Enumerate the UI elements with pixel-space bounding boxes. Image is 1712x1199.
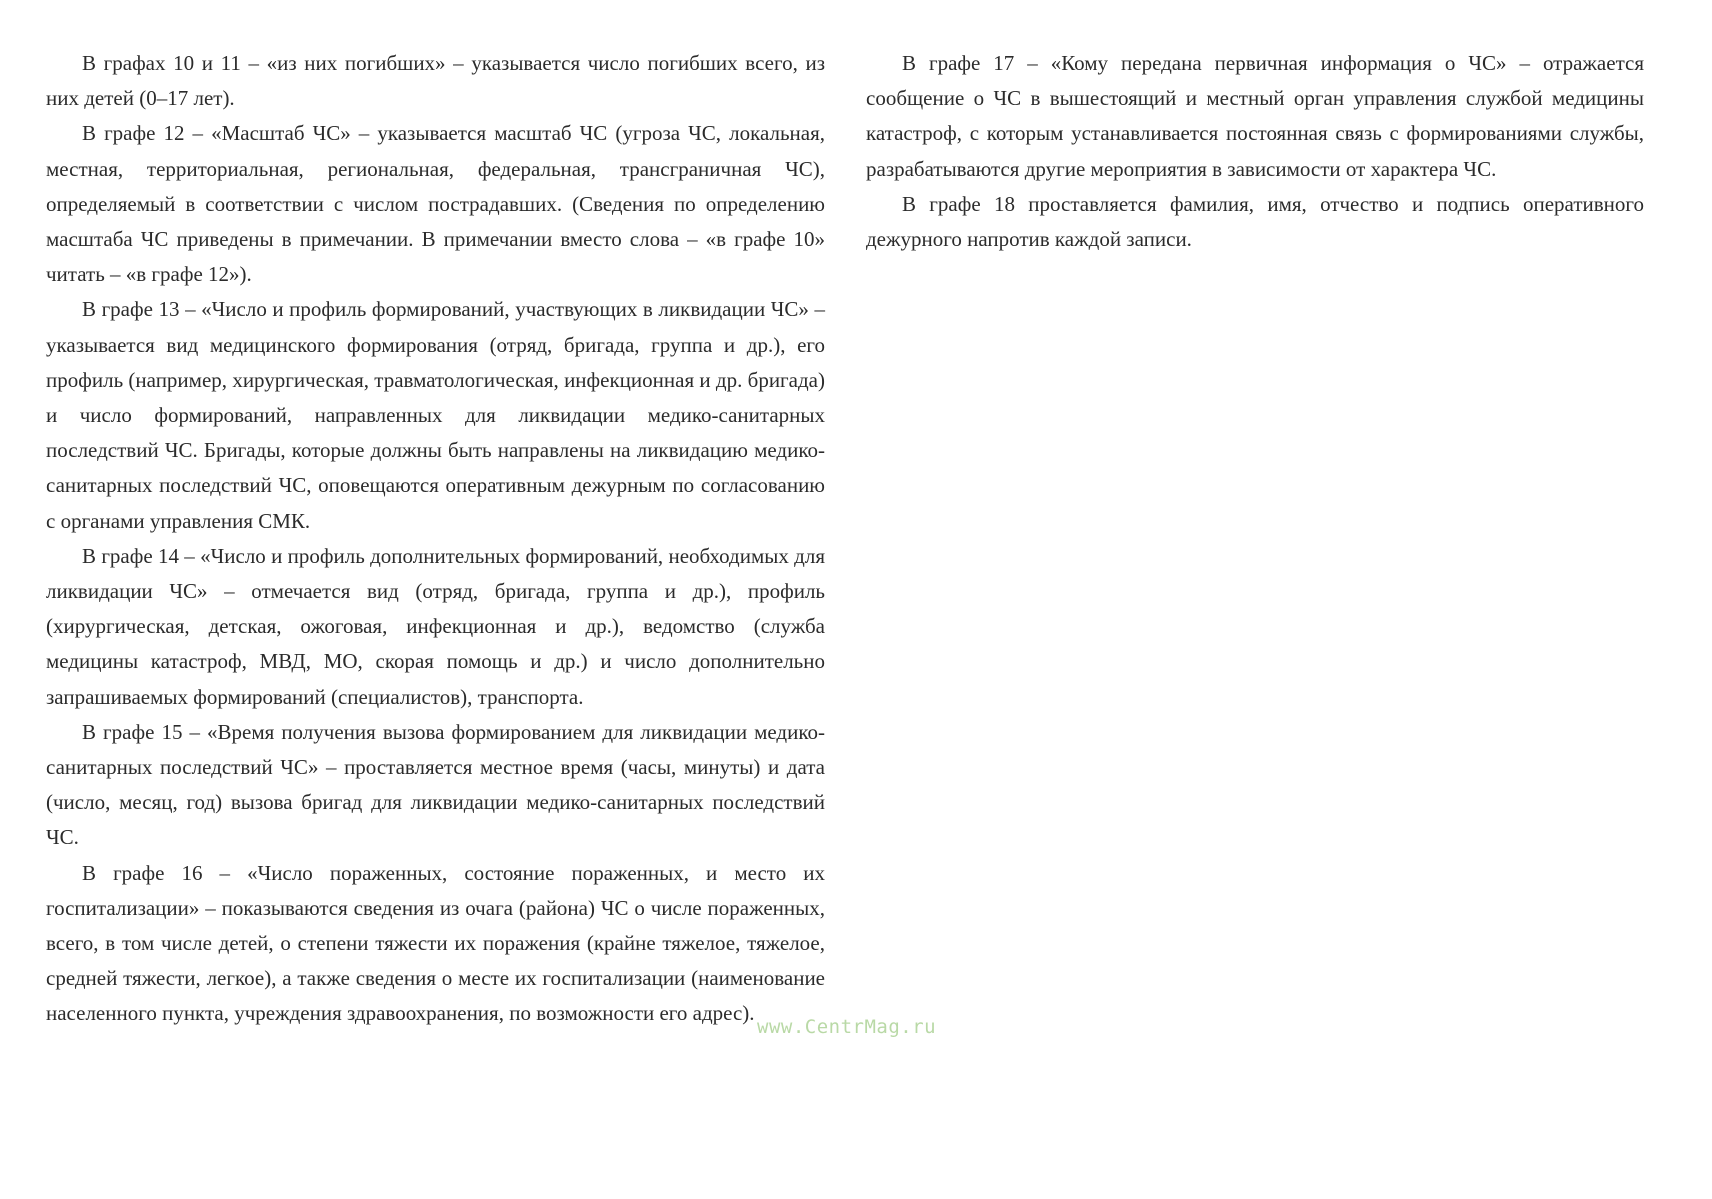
- paragraph-column-16: В графе 16 – «Число пораженных, состояние пораженных, и место их госпитализации» – показываются сведения из очага (района) ЧС о числе пораженных, всего, в том числе детей, о степени тяжести их поражения (крайне тяжелое, тяжелое, средней тяжести, легкое), а также сведения о месте их госпитализации (наименование населенного пункта, учреждения здравоохранения, по возможности его адрес).: [46, 860, 825, 1026]
- paragraph-column-12: В графе 12 – «Масштаб ЧС» – указывается масштаб ЧС (угроза ЧС, локальная, местная, территориальная, региональная, федеральная, трансграничная ЧС), определяемый в соответствии с числом пострадавших. (Сведения по определению масштаба ЧС приведены в примечании. В примечании вместо слова – «в графе 10» читать – «в графе 12»).: [46, 121, 825, 287]
- paragraph-column-17: В графе 17 – «Кому передана первичная информация о ЧС» – отражается сообщение о ЧС в вышестоящий и местный орган управления службой медицины катастроф, с которым устанавливается постоянная связь с формированиями службы, разрабатываются другие мероприятия в зависимости от характера ЧС.: [866, 51, 1644, 181]
- paragraph-column-18: В графе 18 проставляется фамилия, имя, отчество и подпись оперативного дежурного напротив каждой записи.: [866, 191, 1644, 252]
- right-text-column: [866, 46, 1644, 257]
- paragraph-column-15: В графе 15 – «Время получения вызова формированием для ликвидации медико-санитарных последствий ЧС» – проставляется местное время (часы, минуты) и дата (число, месяц, год) вызова бригад для ликвидации медико-санитарных последствий ЧС.: [46, 719, 825, 850]
- watermark-text: www.CentrMag.ru: [757, 1016, 937, 1038]
- left-text-column: [46, 46, 825, 1032]
- paragraph-column-14: В графе 14 – «Число и профиль дополнительных формирований, необходимых для ликвидации ЧС» – отмечается вид (отряд, бригада, группа и др.), профиль (хирургическая, детская, ожоговая, инфекционная и др.), ведомство (служба медицины катастроф, МВД, МО, скорая помощь и др.) и число дополнительно запрашиваемых формирований (специалистов), транспорта.: [46, 543, 825, 709]
- paragraph-column-13: В графе 13 – «Число и профиль формирований, участвующих в ликвидации ЧС» – указывается вид медицинского формирования (отряд, бригада, группа и др.), его профиль (например, хирургическая, травматологическая, инфекционная и др. бригада) и число формирований, направленных для ликвидации медико-санитарных последствий ЧС. Бригады, которые должны быть направлены на ликвидацию медико-санитарных последствий ЧС, оповещаются оперативным дежурным по согласованию с органами управления СМК.: [46, 297, 825, 533]
- paragraph-columns-10-11: В графах 10 и 11 – «из них погибших» – указывается число погибших всего, из них детей (0–17 лет).: [46, 51, 825, 111]
